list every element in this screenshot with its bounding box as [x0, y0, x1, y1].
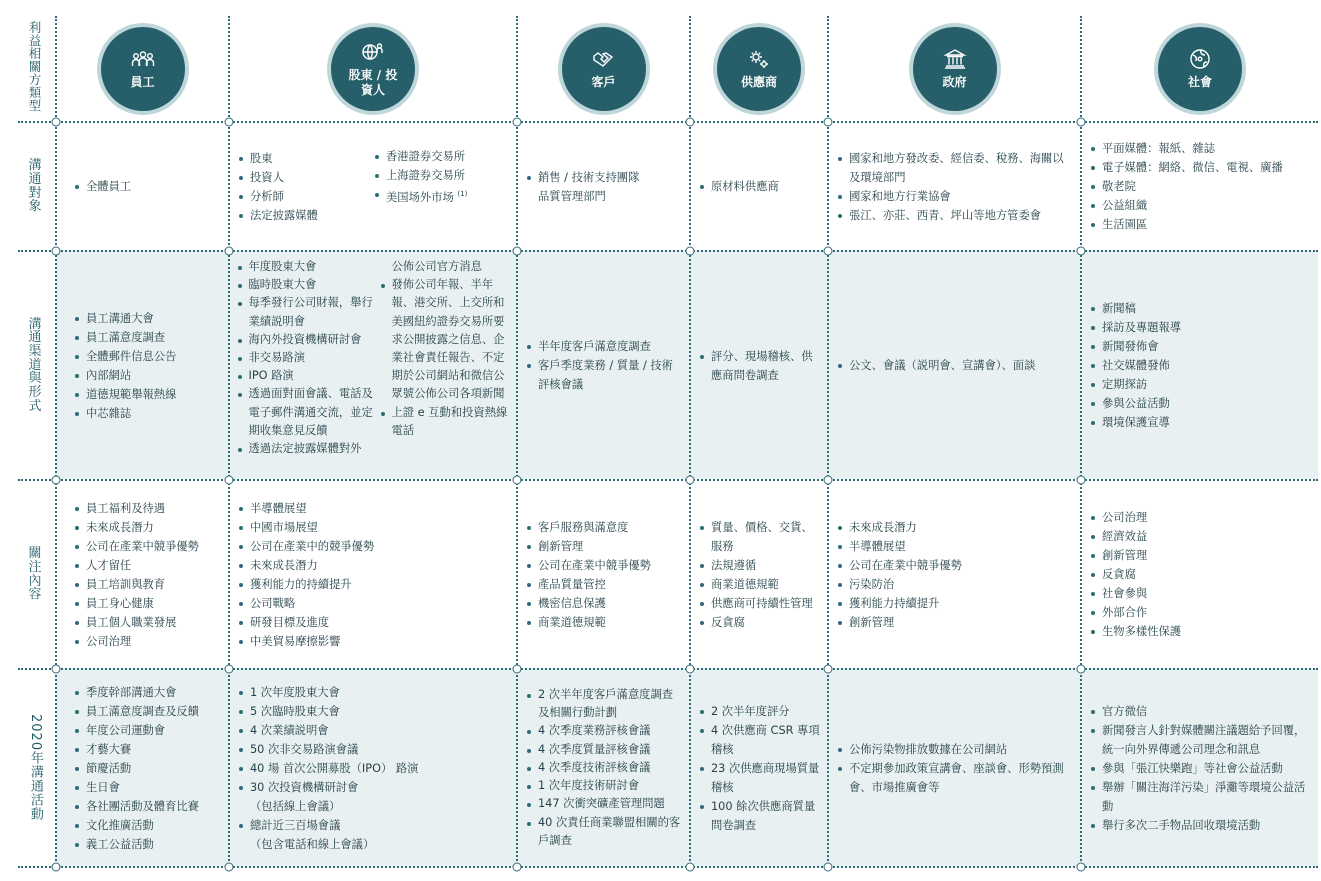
- list-item: 社會參與: [1090, 584, 1312, 603]
- list-item: 客戶服務與滿意度: [526, 518, 683, 537]
- list-item: 採訪及專題報導: [1090, 318, 1312, 337]
- list-item: 定期探訪: [1090, 375, 1312, 394]
- stakeholder-badge: [1158, 27, 1242, 111]
- list-item: 半年度客戶滿意度調查: [526, 337, 683, 356]
- list-item: 全體郵件信息公告: [74, 347, 220, 366]
- header-society: [1082, 16, 1318, 121]
- list-item: 40 次責任商業聯盟相關的客戶調查: [526, 814, 683, 850]
- grid-node: [52, 247, 61, 256]
- grid-node: [52, 665, 61, 674]
- list-item: 2 次半年度客戶滿意度調查及相關行動計劃: [526, 686, 683, 722]
- list-item: 上證 e 互動和投資熱線電話: [380, 404, 512, 440]
- community-globe-icon: [1188, 47, 1212, 71]
- list-item: 公司治理: [1090, 508, 1312, 527]
- list-item: 透過面對面會議、電話及電子郵件溝通交流，並定期收集意見反饋: [237, 385, 380, 440]
- list-item: 半導體展望: [837, 537, 1074, 556]
- channels-customers: [518, 252, 689, 479]
- list-item: IPO 路演: [237, 367, 380, 385]
- list-item: 銷售 / 技術支持團隊 品質管理部門: [526, 168, 683, 206]
- stakeholder-badge: [101, 27, 185, 111]
- globe-investor-icon: [361, 40, 385, 64]
- audience-employees: [66, 123, 226, 250]
- list-item: 反貪腐: [1090, 565, 1312, 584]
- list-item: 員工培訓與教育: [74, 575, 220, 594]
- header-suppliers: [691, 16, 827, 121]
- list-item: 公司在產業中競爭優勢: [526, 556, 683, 575]
- list-item: 參與「張江快樂跑」等社會公益活動: [1090, 759, 1312, 778]
- list-item: 臨時股東大會: [237, 276, 380, 294]
- list-item: 美国场外市场 $^{(1)}$: [374, 185, 510, 207]
- list-item: 147 次衝突礦產管理問題: [526, 795, 683, 813]
- list-item: 人才留任: [74, 556, 220, 575]
- channels-society: [1082, 252, 1318, 479]
- list-item: 義工公益活動: [74, 835, 220, 854]
- list-item: 新聞發言人針對媒體關注議題給予回覆，統一向外界傳遞公司理念和訊息: [1090, 721, 1312, 759]
- stakeholder-label: 員工: [130, 75, 155, 89]
- grid-node: [52, 863, 61, 872]
- list-item: 敬老院: [1090, 177, 1312, 196]
- list-item: 新聞稿: [1090, 299, 1312, 318]
- list-item: 公益組織: [1090, 196, 1312, 215]
- list-item: 環境保護宣導: [1090, 413, 1312, 432]
- audience-society: [1082, 123, 1318, 250]
- header-shareholders: [230, 16, 516, 121]
- list-item: 員工個人職業發展: [74, 613, 220, 632]
- list-item: 商業道德規範: [699, 575, 821, 594]
- grid-node: [52, 476, 61, 485]
- list-item: 舉辦「關注海洋污染」淨灘等環境公益活動: [1090, 778, 1312, 816]
- stakeholder-label: 客戶: [591, 75, 616, 89]
- list-item: 評分、現場稽核、供應商問卷調查: [699, 347, 821, 385]
- handshake-icon: [592, 47, 616, 71]
- audience-customers: [518, 123, 689, 250]
- list-item: 香港證券交易所: [374, 147, 510, 166]
- list-item: 30 次投資機構研討會 （包括線上會議）: [238, 778, 510, 816]
- list-item: 中芯雜誌: [74, 404, 220, 423]
- list-item: 未來成長潛力: [837, 518, 1074, 537]
- header-government: [829, 16, 1080, 121]
- gears-icon: [747, 47, 771, 71]
- list-item: 每季發行公司財報，舉行業績説明會: [237, 294, 380, 330]
- list-item: 經濟效益: [1090, 527, 1312, 546]
- list-item: 總計近三百場會議 （包含電話和線上會議）: [238, 816, 510, 854]
- list-item: 100 餘次供應商質量問卷調查: [699, 797, 821, 835]
- channels-suppliers: [691, 252, 827, 479]
- concerns-suppliers: [691, 481, 827, 668]
- concerns-customers: [518, 481, 689, 668]
- list-item: 道德規範舉報熱線: [74, 385, 220, 404]
- list-item: 機密信息保護: [526, 594, 683, 613]
- list-item: 透過法定披露媒體對外: [237, 440, 380, 458]
- list-item: 4 次季度質量評核會議: [526, 741, 683, 759]
- stakeholder-label: 社會: [1187, 75, 1212, 89]
- audience-government: [829, 123, 1080, 250]
- list-item: 員工滿意度調查及反饋: [74, 702, 220, 721]
- list-item: 研發目標及進度: [238, 613, 510, 632]
- list-item: 供應商可持續性管理: [699, 594, 821, 613]
- list-item: 未來成長潛力: [74, 518, 220, 537]
- list-item: 50 次非交易路演會議: [238, 740, 510, 759]
- list-item: 創新管理: [1090, 546, 1312, 565]
- list-item: 平面媒體：報紙、雜誌: [1090, 139, 1312, 158]
- list-item: 官方微信: [1090, 702, 1312, 721]
- list-item: 股東: [238, 149, 374, 168]
- col-divider: [55, 16, 57, 868]
- list-item: 公佈公司官方消息: [391, 260, 482, 273]
- list-item: 23 次供應商現場質量稽核: [699, 759, 821, 797]
- list-item: 年度股東大會: [237, 258, 380, 276]
- list-item: 外部合作: [1090, 603, 1312, 622]
- channels-shareholders: [230, 252, 516, 479]
- list-item: 公司在產業中競爭優勢: [837, 556, 1074, 575]
- list-item: 發佈公司年報、半年報、港交所、上交所和美國紐約證券交易所要求公開披露之信息、企業社會責任報告、不定期於公司網站和微信公眾號公佈公司各項新聞: [380, 276, 512, 403]
- list-item: 法規遵循: [699, 556, 821, 575]
- list-item: 季度幹部溝通大會: [74, 683, 220, 702]
- people-icon: [131, 47, 155, 71]
- stakeholder-label: 政府: [942, 75, 967, 89]
- list-item: 員工滿意度調查: [74, 328, 220, 347]
- list-item: 內部網站: [74, 366, 220, 385]
- list-item: 產品質量管控: [526, 575, 683, 594]
- list-item: 員工身心健康: [74, 594, 220, 613]
- list-item: 公司戰略: [238, 594, 510, 613]
- list-item: 國家和地方發改委、經信委、稅務、海關以及環境部門: [837, 149, 1074, 187]
- list-item: 客戶季度業務 / 質量 / 技術評核會議: [526, 356, 683, 394]
- channels-government: [829, 252, 1080, 479]
- list-item: 上海證券交易所: [374, 166, 510, 185]
- list-item: 半導體展望: [238, 499, 510, 518]
- row-label-audience: 溝通對象: [28, 158, 42, 215]
- list-item: 分析師: [238, 187, 374, 206]
- list-item: 公佈污染物排放數據在公司網站: [837, 740, 1074, 759]
- row-label-activities-2020: 2020年溝通活動: [27, 714, 43, 822]
- list-item: 中美貿易摩擦影響: [238, 632, 510, 651]
- list-item: 舉行多次二手物品回收環境活動: [1090, 816, 1312, 835]
- header-employees: [57, 16, 228, 121]
- list-item: 污染防治: [837, 575, 1074, 594]
- list-item: 才藝大賽: [74, 740, 220, 759]
- list-item: 獲利能力的持續提升: [238, 575, 510, 594]
- list-item: 生活園區: [1090, 215, 1312, 234]
- list-item: 各社團活動及體育比賽: [74, 797, 220, 816]
- list-item: 4 次供應商 CSR 專項稽核: [699, 721, 821, 759]
- list-item: 4 次業績説明會: [238, 721, 510, 740]
- list-item: 40 場 首次公開募股（IPO） 路演: [238, 759, 510, 778]
- list-item: 法定披露媒體: [238, 206, 374, 225]
- stakeholder-badge: [913, 27, 997, 111]
- channels-employees: [66, 252, 226, 479]
- list-item: 不定期參加政策宣講會、座談會、形勢預測會、市場推廣會等: [837, 759, 1074, 797]
- concerns-society: [1082, 481, 1318, 668]
- list-item: 創新管理: [837, 613, 1074, 632]
- concerns-government: [829, 481, 1080, 668]
- list-item: 投資人: [238, 168, 374, 187]
- list-item: 員工溝通大會: [74, 309, 220, 328]
- row-label-stakeholder-type: 利益相關方類型: [28, 19, 42, 113]
- activities-employees: [66, 670, 226, 866]
- activities-customers: [518, 670, 689, 866]
- government-building-icon: [943, 47, 967, 71]
- list-item: 生日會: [74, 778, 220, 797]
- list-item: 公司在產業中的競爭優勢: [238, 537, 510, 556]
- list-item: 公文、會議（説明會、宣講會）、面談: [837, 356, 1074, 375]
- list-item: 社交媒體發佈: [1090, 356, 1312, 375]
- stakeholder-label: 股東 / 投資人: [348, 67, 398, 97]
- list-item: 獲利能力持續提升: [837, 594, 1074, 613]
- stakeholder-label: 供應商: [740, 75, 777, 89]
- concerns-employees: [66, 481, 226, 668]
- list-item: 年度公司運動會: [74, 721, 220, 740]
- list-item: 反貪腐: [699, 613, 821, 632]
- list-item: 員工福利及待遇: [74, 499, 220, 518]
- audience-suppliers: [691, 123, 827, 250]
- list-item: 1 次年度技術研討會: [526, 777, 683, 795]
- list-item: 商業道德規範: [526, 613, 683, 632]
- list-item: 海內外投資機構研討會: [237, 331, 380, 349]
- list-item: 節慶活動: [74, 759, 220, 778]
- list-item: 4 次季度業務評核會議: [526, 722, 683, 740]
- list-item: 未來成長潛力: [238, 556, 510, 575]
- list-item: 文化推廣活動: [74, 816, 220, 835]
- activities-suppliers: [691, 670, 827, 866]
- audience-shareholders: [230, 123, 516, 250]
- row-label-channels: 溝通渠道與形式: [28, 316, 42, 414]
- stakeholder-badge: [331, 27, 415, 111]
- stakeholder-badge: [562, 27, 646, 111]
- list-item: 2 次半年度評分: [699, 702, 821, 721]
- list-item: 4 次季度技術評核會議: [526, 759, 683, 777]
- activities-government: [829, 670, 1080, 866]
- list-item: 5 次臨時股東大會: [238, 702, 510, 721]
- concerns-shareholders: [230, 481, 516, 668]
- activities-society: [1082, 670, 1318, 866]
- list-item: 原材料供應商: [699, 177, 821, 196]
- list-item: 新聞發佈會: [1090, 337, 1312, 356]
- list-item: 生物多樣性保護: [1090, 622, 1312, 641]
- row-label-concerns: 關注內容: [28, 546, 42, 603]
- list-item: 張江、亦莊、西青、坪山等地方管委會: [837, 206, 1074, 225]
- list-item: 質量、價格、交貨、服務: [699, 518, 821, 556]
- row-divider: [18, 866, 1318, 868]
- activities-shareholders: [230, 670, 516, 866]
- list-item: 電子媒體：網絡、微信、電視、廣播: [1090, 158, 1312, 177]
- list-item: 全體員工: [74, 177, 220, 196]
- list-item: 國家和地方行業協會: [837, 187, 1074, 206]
- footnote-marker: (1): [457, 190, 468, 199]
- list-item: 公司治理: [74, 632, 220, 651]
- list-item: 中國市場展望: [238, 518, 510, 537]
- stakeholder-badge: [717, 27, 801, 111]
- list-item: 1 次年度股東大會: [238, 683, 510, 702]
- list-item: 公司在產業中競爭優勢: [74, 537, 220, 556]
- list-item: 創新管理: [526, 537, 683, 556]
- list-item: 非交易路演: [237, 349, 380, 367]
- header-customers: [518, 16, 689, 121]
- list-item: 參與公益活動: [1090, 394, 1312, 413]
